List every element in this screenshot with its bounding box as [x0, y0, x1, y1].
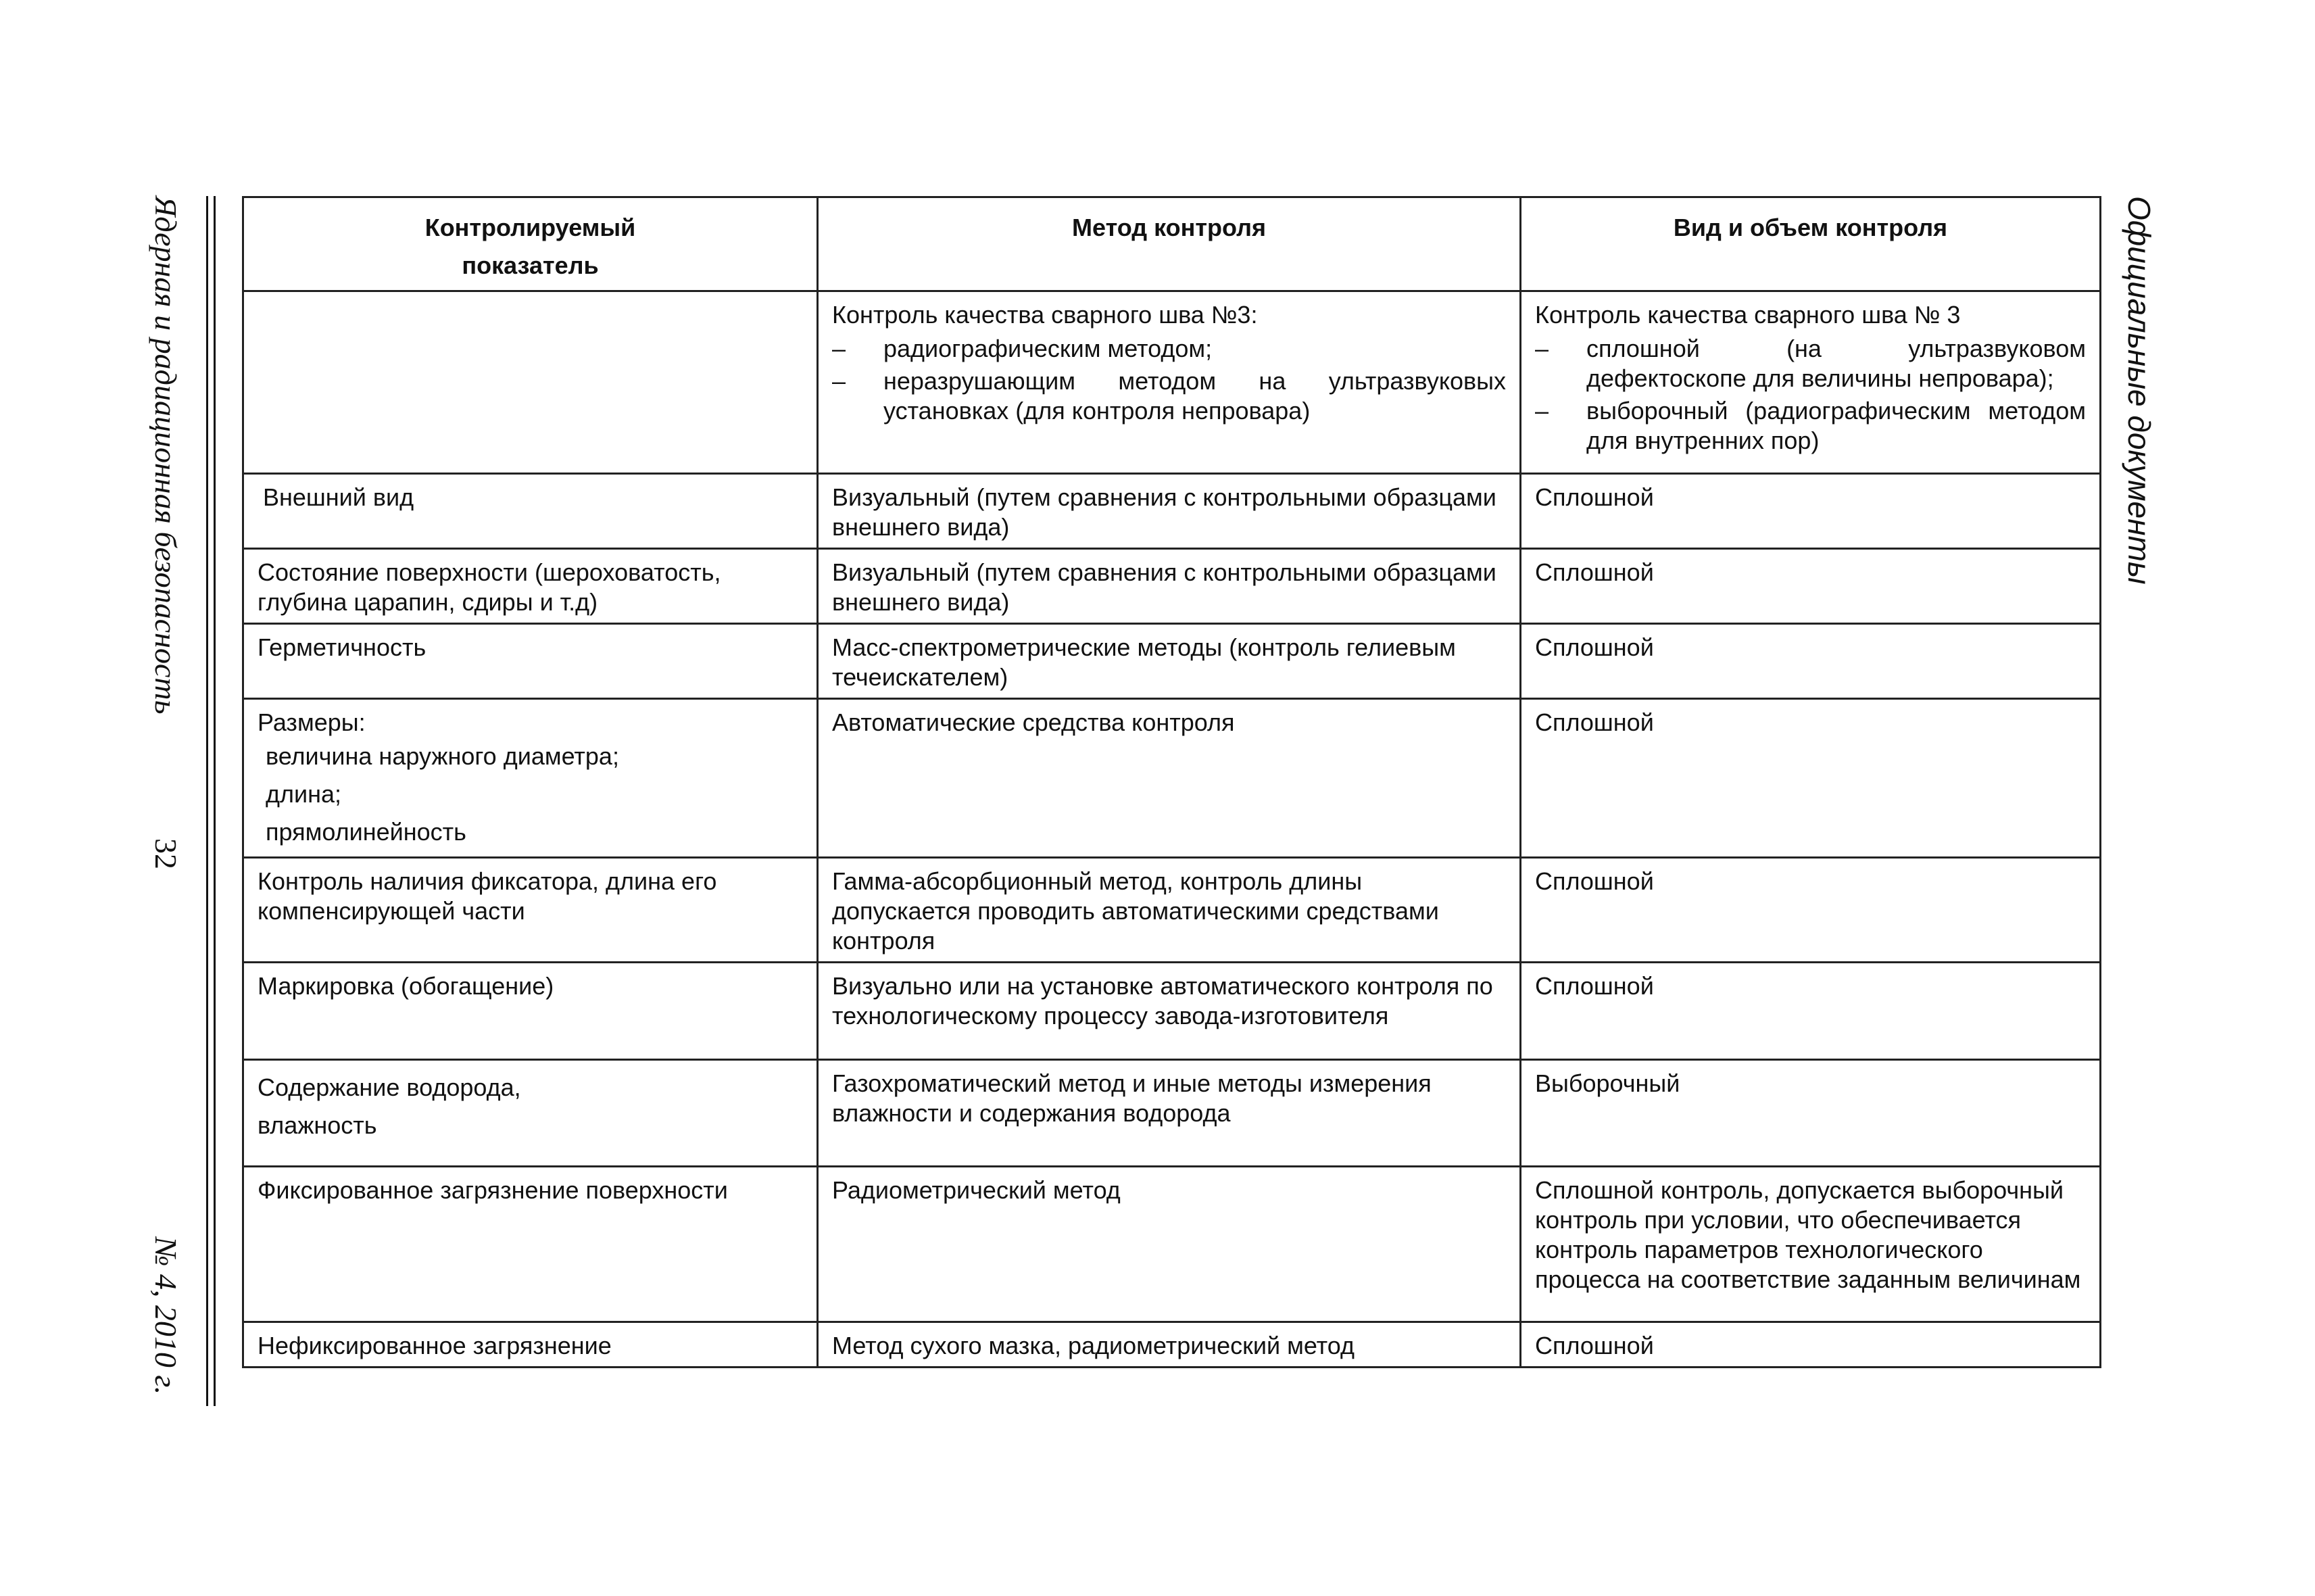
cell-method [818, 291, 1521, 474]
issue-number: № 4, 2010 г. [149, 1237, 183, 1395]
cell-method-title: Контроль качества сварного шва №3: [832, 301, 1258, 329]
cell-indicator-text: Внешний вид [263, 483, 414, 511]
table-row [243, 549, 2101, 624]
cell-method: Масс-спектрометрические методы (контроль гелиевым течеискателем) [818, 624, 1521, 699]
cell-indicator-line2: влажность [258, 1111, 377, 1139]
list-item: прямолинейность [266, 818, 466, 846]
header-indicator-line2: показатель [462, 251, 599, 279]
cell-method: Визуальный (путем сравнения с контрольными образцами внешнего вида) [818, 549, 1521, 624]
cell-scope: Сплошной [1521, 624, 2101, 699]
cell-indicator [243, 699, 818, 858]
cell-method: Визуально или на установке автоматического контроля по технологическому процессу завода-изготовителя [818, 963, 1521, 1060]
journal-title: Ядерная и радиационная безопасность [149, 196, 183, 715]
cell-method: Визуальный (путем сравнения с контрольными образцами внешнего вида) [818, 474, 1521, 549]
margin-rule-outer [206, 196, 208, 1406]
list-item: – сплошной (на ультразвуковом дефектоскопе для величины непровара); [1535, 334, 2086, 393]
control-table [242, 196, 2101, 1368]
cell-scope: Сплошной [1521, 699, 2101, 858]
cell-method: Автоматические средства контроля [818, 699, 1521, 858]
cell-scope [1521, 291, 2101, 474]
cell-method: Газохроматический метод и иные методы измерения влажности и содержания водорода [818, 1060, 1521, 1167]
scope-list [1535, 334, 2086, 456]
cell-indicator-title: Размеры: [258, 708, 366, 736]
table-header-row [243, 197, 2101, 291]
cell-scope-title: Контроль качества сварного шва № 3 [1535, 301, 1961, 329]
table-row [243, 858, 2101, 963]
cell-indicator: Фиксированное загрязнение поверхности [243, 1167, 818, 1322]
header-indicator [243, 197, 818, 291]
cell-scope: Сплошной [1521, 1322, 2101, 1368]
table-row [243, 291, 2101, 474]
margin-rule-inner [214, 196, 216, 1406]
section-running-head: Официальные документы [2122, 196, 2157, 585]
header-method: Метод контроля [818, 197, 1521, 291]
cell-indicator: Герметичность [243, 624, 818, 699]
cell-method: Радиометрический метод [818, 1167, 1521, 1322]
table-row [243, 1167, 2101, 1322]
header-indicator-line1: Контролируемый [424, 214, 636, 241]
cell-scope: Сплошной [1521, 474, 2101, 549]
table-row [243, 474, 2101, 549]
cell-method: Метод сухого мазка, радиометрический метод [818, 1322, 1521, 1368]
table-row [243, 699, 2101, 858]
cell-scope: Сплошной [1521, 549, 2101, 624]
method-list [832, 334, 1506, 426]
cell-indicator: Нефиксированное загрязнение [243, 1322, 818, 1368]
cell-indicator [243, 291, 818, 474]
list-item: – радиографическим методом; [832, 334, 1506, 364]
cell-scope: Сплошной контроль, допускается выборочный контроль при условии, что обеспечивается контроль параметров технологического процесса на соответствие заданным величинам [1521, 1167, 2101, 1322]
table-row [243, 624, 2101, 699]
table-row [243, 963, 2101, 1060]
cell-indicator: Маркировка (обогащение) [243, 963, 818, 1060]
cell-indicator [243, 1060, 818, 1167]
cell-scope: Сплошной [1521, 858, 2101, 963]
list-item: величина наружного диаметра; [266, 742, 619, 770]
cell-indicator [243, 474, 818, 549]
list-item: длина; [266, 780, 342, 808]
page-number: 32 [149, 838, 183, 869]
table-row [243, 1060, 2101, 1167]
list-item: – выборочный (радиографическим методом для внутренних пор) [1535, 396, 2086, 456]
table-row [243, 1322, 2101, 1368]
cell-scope: Выборочный [1521, 1060, 2101, 1167]
cell-indicator-line1: Содержание водорода, [258, 1073, 521, 1101]
cell-indicator: Состояние поверхности (шероховатость, глубина царапин, сдиры и т.д) [243, 549, 818, 624]
list-item: – неразрушающим методом на ультразвуковых установках (для контроля непровара) [832, 366, 1506, 426]
cell-scope: Сплошной [1521, 963, 2101, 1060]
cell-method: Гамма-абсорбционный метод, контроль длины допускается проводить автоматическими средствами контроля [818, 858, 1521, 963]
left-running-head-text [135, 196, 196, 1413]
cell-indicator: Контроль наличия фиксатора, длина его компенсирующей части [243, 858, 818, 963]
header-scope: Вид и объем контроля [1521, 197, 2101, 291]
